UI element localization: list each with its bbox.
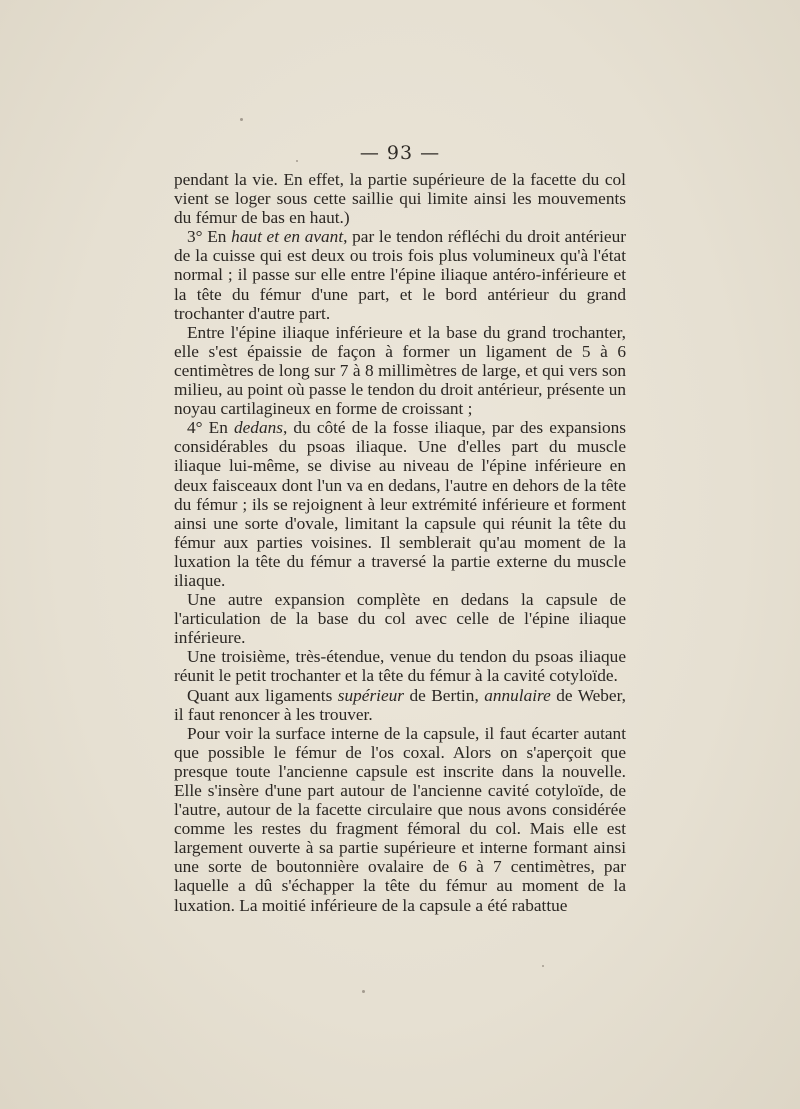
paragraph: [174, 323, 626, 418]
paper-speck: [240, 118, 243, 121]
page-number: — 93 —: [359, 142, 441, 164]
paragraph: [174, 724, 626, 915]
paper-speck: [296, 160, 298, 162]
paragraph: [174, 418, 626, 590]
paper-speck: [542, 965, 544, 967]
text-run: Une troisième, très-étendue, venue du tendon du psoas iliaque réunit le petit trochanter et la tête du fémur à la cavité cotyloïde.: [174, 647, 626, 686]
paragraph: [174, 647, 626, 685]
body-text: [174, 170, 626, 915]
italic-text: annulaire: [484, 685, 551, 705]
text-run: Entre l'épine iliaque inférieure et la base du grand trochanter, elle s'est épaissie de façon à former un ligament de 5 à 6 centimètres de long sur 7 à 8 millimètres de large, et qui vers son milieu, au point où passe le tendon du droit antérieur, présente un noyau cartilagineux en forme de croissant ;: [174, 322, 626, 419]
italic-text: haut et en avant: [231, 227, 344, 247]
text-run: Quant aux ligaments: [187, 685, 338, 705]
paragraph: [174, 227, 626, 322]
text-run: 4° En: [187, 418, 234, 438]
paper-speck: [362, 990, 365, 993]
text-run: 3° En: [187, 227, 232, 247]
paragraph: [174, 170, 626, 227]
paragraph: [174, 686, 626, 724]
text-run: de Bertin,: [404, 685, 485, 705]
italic-text: dedans: [234, 418, 283, 438]
text-run: pendant la vie. En effet, la partie supérieure de la facette du col vient se loger sous cette saillie qui limite ainsi les mouvements du fémur de bas en haut.): [174, 170, 626, 228]
text-run: , du côté de la fosse iliaque, par des expansions considérables du psoas iliaque. Une d'elles part du muscle iliaque lui-même, se divise au niveau de l'épine inférieure en deux faisceaux dont l'un va en dedans, l'autre en dehors de la tête du fémur ; ils se rejoignent à leur extrémité inférieure et forment ainsi une sorte d'ovale, limitant la capsule qui réunit la tête du fémur aux parties voisines. Il semblerait qu'au moment de la luxation la tête du fémur a traversé la partie externe du muscle iliaque.: [174, 418, 626, 590]
text-run: Pour voir la surface interne de la capsule, il faut écarter autant que possible le fémur de l'os coxal. Alors on s'aperçoit que presque toute l'ancienne capsule est inscrite dans la nouvelle. Elle s'insère d'une part autour de l'ancienne cavité cotyloïde, de l'autre, autour de la facette circulaire que nous avons considérée comme les restes du fragment fémoral du col. Mais elle est largement ouverte à sa partie supérieure et interne formant ainsi une sorte de boutonnière ovalaire de 6 à 7 centimètres, par laquelle a dû s'échapper la tête du fémur au moment de la luxation. La moitié inférieure de la capsule a été rabattue: [174, 723, 626, 915]
italic-text: supérieur: [337, 685, 405, 705]
text-run: Une autre expansion complète en dedans la capsule de l'articulation de la base du col avec celle de l'épine iliaque inférieure.: [174, 590, 626, 648]
text-run: de Weber, il faut renoncer à les trouver.: [174, 685, 626, 724]
paragraph: [174, 590, 626, 647]
text-run: , par le tendon réfléchi du droit antérieur de la cuisse qui est deux ou trois fois plus volumineux qu'à l'état normal ; il passe sur elle entre l'épine iliaque antéro-inférieure et la tête du fémur d'une part, et le bord antérieur du grand trochanter d'autre part.: [174, 227, 626, 323]
